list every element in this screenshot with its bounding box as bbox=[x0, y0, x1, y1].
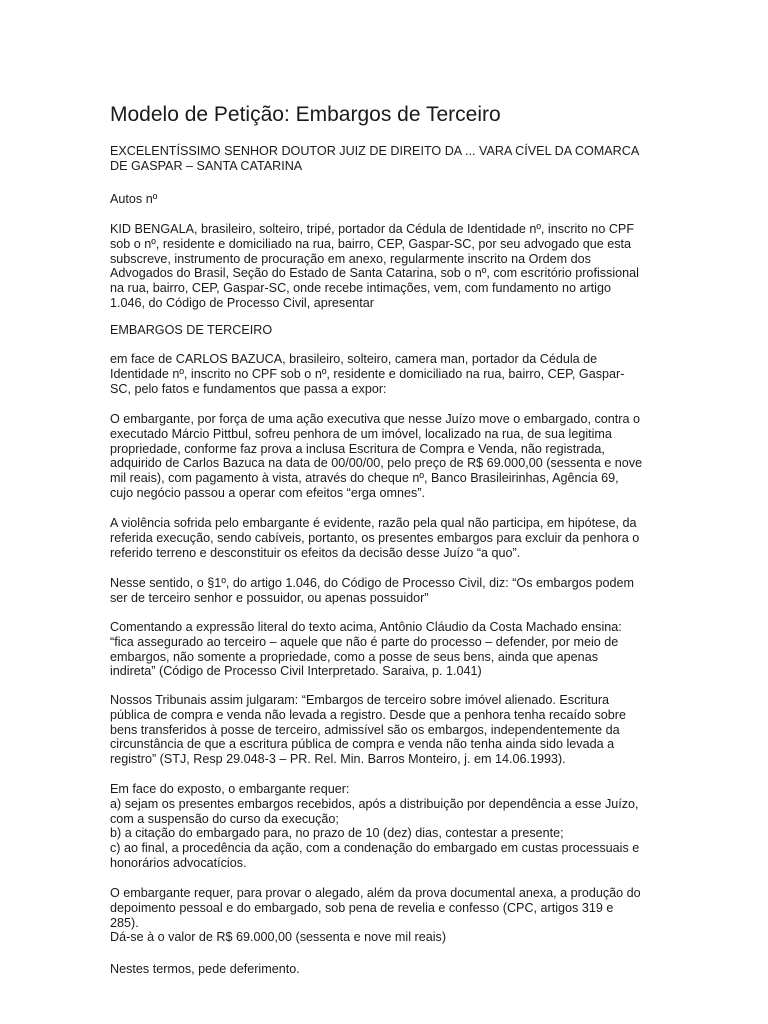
paragraph-line: propriedade, conforme faz prova a inclusa Escritura de Compra e Venda, não registrada, bbox=[110, 441, 605, 456]
request-item: com a suspensão do curso da execução; bbox=[110, 811, 339, 826]
request-item: b) a citação do embargado para, no prazo de 10 (dez) dias, contestar a presente; bbox=[110, 826, 564, 841]
paragraph-line: indireta” (Código de Processo Civil Interpretado. Saraiva, p. 1.041) bbox=[110, 664, 482, 679]
paragraph-line: depoimento pessoal e do embargado, sob pena de revelia e confesso (CPC, artigos 319 e bbox=[110, 900, 614, 915]
case-law-paragraph bbox=[110, 693, 662, 767]
autos-text: Autos nº bbox=[110, 192, 158, 206]
case-value-line: Dá-se à o valor de R$ 69.000,00 (sessenta e nove mil reais) bbox=[110, 930, 447, 945]
section-heading-text: EMBARGOS DE TERCEIRO bbox=[110, 323, 273, 337]
paragraph-line: em face de CARLOS BAZUCA, brasileiro, solteiro, camera man, portador da Cédula de bbox=[110, 352, 598, 366]
request-item: c) ao final, a procedência da ação, com a condenação do embargado em custas processuais e bbox=[110, 841, 640, 856]
section-heading bbox=[110, 323, 662, 338]
paragraph-line: cujo negócio passou a operar com efeitos “erga omnes”. bbox=[110, 485, 426, 500]
paragraph-line: “fica assegurado ao terceiro – aquele que não é parte do processo – defender, por meio de bbox=[110, 634, 619, 649]
addressee-line: DE GASPAR – SANTA CATARINA bbox=[110, 158, 303, 173]
paragraph-line: O embargante, por força de uma ação executiva que nesse Juízo move o embargado, contra o bbox=[110, 412, 640, 426]
autos-line bbox=[110, 192, 662, 207]
paragraph-line: pública de compra e venda não levada a registro. Desde que a penhora tenha recaído sobre bbox=[110, 707, 626, 722]
addressee-line: EXCELENTÍSSIMO SENHOR DOUTOR JUIZ DE DIREITO DA ... VARA CÍVEL DA COMARCA bbox=[110, 144, 640, 158]
defendant-paragraph bbox=[110, 352, 662, 396]
paragraph-line: executado Márcio Pittbul, sofreu penhora de um imóvel, localizado na rua, de sua legitima bbox=[110, 426, 612, 441]
paragraph-line: registro” (STJ, Resp 29.048-3 – PR. Rel. Min. Barros Monteiro, j. em 14.06.1993). bbox=[110, 752, 566, 767]
closing-paragraph bbox=[110, 962, 662, 977]
paragraph-line: ser de terceiro senhor e possuidor, ou apenas possuidor” bbox=[110, 590, 429, 605]
paragraph-line: 285). bbox=[110, 915, 139, 930]
legal-basis-paragraph bbox=[110, 576, 662, 606]
evidence-paragraph bbox=[110, 886, 662, 945]
paragraph-line: subscreve, instrumento de procuração em anexo, regularmente inscrito na Ordem dos bbox=[110, 251, 591, 266]
addressee-paragraph bbox=[110, 144, 662, 174]
paragraph-line: circunstância de que a escritura pública de compra e venda não tenha ainda sido levada a bbox=[110, 737, 615, 752]
paragraph-line: Em face do exposto, o embargante requer: bbox=[110, 782, 350, 796]
paragraph-line: 1.046, do Código de Processo Civil, apresentar bbox=[110, 295, 374, 310]
document-title: Modelo de Petição: Embargos de Terceiro bbox=[110, 103, 501, 126]
facts-paragraph bbox=[110, 412, 662, 501]
paragraph-line: referido terreno e desconstituir os efeitos da decisão desse Juízo “a quo”. bbox=[110, 545, 521, 560]
qualification-paragraph bbox=[110, 222, 662, 311]
paragraph-line: Advogados do Brasil, Seção do Estado de Santa Catarina, sob o nº, com escritório profissional bbox=[110, 266, 639, 281]
paragraph-line: referida execução, sendo cabíveis, portanto, os presentes embargos para excluir da penhora o bbox=[110, 530, 640, 545]
paragraph-line: Identidade nº, inscrito no CPF sob o nº, residente e domiciliado na rua, bairro, CEP, Gaspar- bbox=[110, 366, 625, 381]
requests-paragraph bbox=[110, 782, 662, 871]
paragraph-line: SC, pelo fatos e fundamentos que passa a expor: bbox=[110, 381, 387, 396]
paragraph-line: embargos, não somente a propriedade, como a posse de seus bens, ainda que apenas bbox=[110, 649, 598, 664]
paragraph-line: sob o nº, residente e domiciliado na rua, bairro, CEP, Gaspar-SC, por seu advogado que esta bbox=[110, 236, 632, 251]
paragraph-line: mil reais), com pagamento à vista, através do cheque nº, Banco Brasileirinhas, Agência 69, bbox=[110, 471, 619, 486]
doctrine-paragraph bbox=[110, 620, 662, 679]
paragraph-line: bens transferidos à posse de terceiro, admissível são os embargos, independentemente da bbox=[110, 722, 620, 737]
request-item: a) sejam os presentes embargos recebidos, após a distribuição por dependência a esse Juízo, bbox=[110, 796, 639, 811]
paragraph-line: Nossos Tribunais assim julgaram: “Embargos de terceiro sobre imóvel alienado. Escritura bbox=[110, 693, 610, 707]
paragraph-line: KID BENGALA, brasileiro, solteiro, tripé, portador da Cédula de Identidade nº, inscrito no CPF bbox=[110, 222, 635, 236]
paragraph-line: adquirido de Carlos Bazuca na data de 00/00/00, pelo preço de R$ 69.000,00 (sessenta e nove bbox=[110, 456, 643, 471]
request-item: honorários advocatícios. bbox=[110, 855, 247, 870]
paragraph-line: O embargante requer, para provar o alegado, além da prova documental anexa, a produção do bbox=[110, 886, 641, 900]
paragraph-line: A violência sofrida pelo embargante é evidente, razão pela qual não participa, em hipótese, da bbox=[110, 516, 637, 530]
paragraph-line: Nesse sentido, o §1º, do artigo 1.046, do Código de Processo Civil, diz: “Os embargos podem bbox=[110, 576, 635, 590]
paragraph-line: na rua, bairro, CEP, Gaspar-SC, onde recebe intimações, vem, com fundamento no artigo bbox=[110, 281, 611, 296]
violence-paragraph bbox=[110, 516, 662, 560]
paragraph-line: Comentando a expressão literal do texto acima, Antônio Cláudio da Costa Machado ensina: bbox=[110, 620, 622, 634]
closing-text: Nestes termos, pede deferimento. bbox=[110, 962, 300, 976]
